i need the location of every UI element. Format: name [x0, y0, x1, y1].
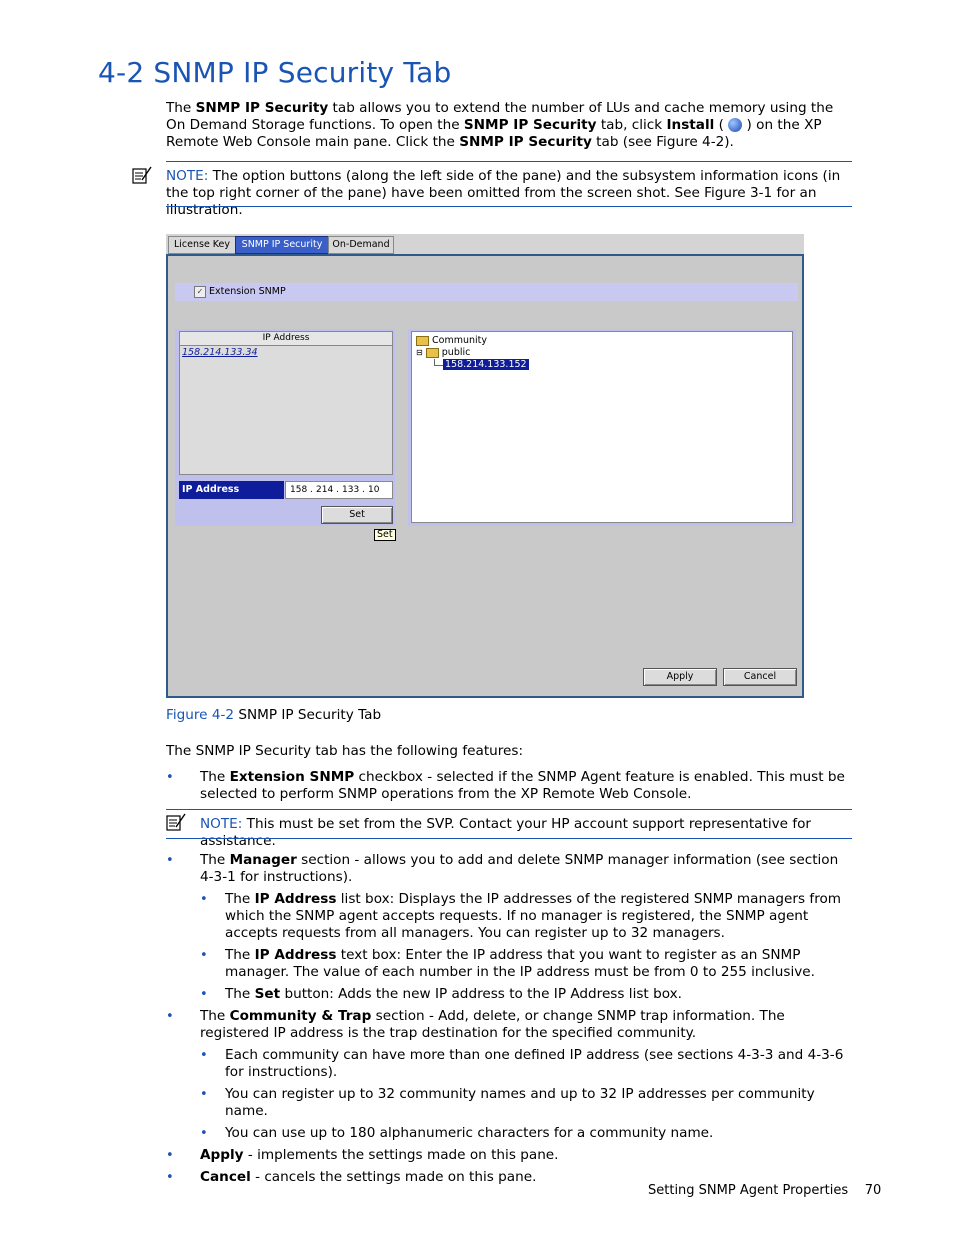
note-2: NOTE: This must be set from the SVP. Contact your HP account support representative for assistance. — [200, 816, 812, 849]
bullet-manager: • The Manager section - allows you to add and delete SNMP manager information (see section 4-3-1 for instructions). • The IP Address list box: Displays the IP addresses of the registered SNMP managers from which the SNMP agent accepts requests. If no manager is registered, the SNMP agent accepts requests from all managers. You can register up to 32 managers. • The IP Address text box: Enter the IP address that you want to register as an SNMP manager. The value of each number in the IP address must be from 0 to 255 inclusive. • The Set button: Adds the new IP address to the IP Address list box. — [166, 852, 852, 1003]
ip-list-item[interactable]: 158.214.133.34 — [182, 347, 258, 358]
note-1: NOTE: The option buttons (along the left side of the pane) and the subsystem information icons (in the top right corner of the pane) have been omitted from the screen shot. See Figure 3-1 for an illustration. — [166, 168, 841, 218]
ip-list-header: IP Address — [180, 332, 392, 346]
extension-snmp-row — [175, 283, 798, 301]
features-list-1 — [166, 769, 852, 808]
extension-snmp-checkbox[interactable]: ✓ — [194, 286, 206, 298]
community-tree[interactable] — [411, 331, 793, 523]
note2-top-rule — [166, 809, 852, 810]
bullet-community-trap: • The Community & Trap section - Add, delete, or change SNMP trap information. The registered IP address is the trap destination for the specified community. • Each community can have more than one defined IP address (see sections 4-3-3 and 4-3-6 for instructions). • You can register up to 32 community names and up to 32 IP addresses per community name. • You can use up to 180 alphanumeric characters for a community name. — [166, 1008, 852, 1142]
tree-root[interactable]: Community — [416, 335, 487, 346]
tab-snmp-ip-security[interactable]: SNMP IP Security — [235, 236, 329, 254]
figure-caption: Figure 4-2 SNMP IP Security Tab — [166, 707, 382, 723]
tab-bar — [166, 234, 804, 254]
manager-sublist — [200, 891, 852, 1003]
note-icon — [132, 166, 152, 184]
bullet-cancel: • Cancel - cancels the settings made on this pane. — [166, 1169, 852, 1186]
sub-ip-listbox: • The IP Address list box: Displays the IP addresses of the registered SNMP managers from which the SNMP agent accepts requests. If no manager is registered, the SNMP agent accepts requests from all managers. You can register up to 32 managers. — [200, 891, 852, 942]
set-button[interactable]: Set — [321, 506, 393, 524]
page-title: 4-2 SNMP IP Security Tab — [98, 56, 452, 89]
snmp-ip-security-screenshot — [166, 234, 804, 698]
extension-snmp-label: Extension SNMP — [209, 286, 286, 297]
sub-community-2: • You can register up to 32 community names and up to 32 IP addresses per community name. — [200, 1086, 852, 1120]
note2-bottom-rule — [166, 838, 852, 839]
manager-section — [175, 329, 395, 526]
tab-on-demand[interactable]: On-Demand — [328, 236, 394, 254]
sub-community-3: • You can use up to 180 alphanumeric characters for a community name. — [200, 1125, 852, 1142]
community-trap-section — [408, 329, 796, 526]
tab-license-key[interactable]: License Key — [168, 236, 236, 254]
footer-section: Setting SNMP Agent Properties — [648, 1183, 849, 1198]
tree-trap-ip[interactable]: 158.214.133.152 — [434, 359, 529, 370]
install-icon — [728, 118, 742, 132]
tab-content — [166, 254, 804, 698]
set-tooltip: Set — [374, 529, 396, 541]
bullet-extension-snmp: • The Extension SNMP checkbox - selected if the SNMP Agent feature is enabled. This must be selected to perform SNMP operations from the XP Remote Web Console. — [166, 769, 852, 803]
tree-community-public[interactable]: ⊟ public — [416, 347, 471, 358]
ip-list-body — [180, 346, 392, 474]
folder-icon — [426, 348, 439, 358]
page-number: 70 — [864, 1183, 882, 1198]
note-bottom-rule — [166, 206, 852, 207]
folder-icon — [416, 336, 429, 346]
features-list-2 — [166, 852, 852, 1191]
note-icon — [166, 813, 186, 831]
note-top-rule — [166, 161, 852, 162]
ip-address-input[interactable]: 158 . 214 . 133 . 10 — [285, 481, 393, 499]
apply-button[interactable]: Apply — [643, 668, 717, 686]
intro-paragraph: The SNMP IP Security tab allows you to extend the number of LUs and cache memory using the On Demand Storage functions. To open the SNMP IP Security tab, click Install ( ) on the XP Remote Web Console main pane. Click the SNMP IP Security tab (see Figure 4-2). — [166, 100, 834, 150]
sub-ip-textbox: • The IP Address text box: Enter the IP address that you want to register as an SNMP manager. The value of each number in the IP address must be from 0 to 255 inclusive. — [200, 947, 852, 981]
cancel-button[interactable]: Cancel — [723, 668, 797, 686]
sub-community-1: • Each community can have more than one defined IP address (see sections 4-3-3 and 4-3-6 for instructions). — [200, 1047, 852, 1081]
sub-set-button: • The Set button: Adds the new IP address to the IP Address list box. — [200, 986, 852, 1003]
ip-address-listbox[interactable] — [179, 331, 393, 475]
ip-address-label: IP Address — [179, 481, 284, 499]
community-sublist — [200, 1047, 852, 1142]
features-intro: The SNMP IP Security tab has the following features: — [166, 743, 524, 759]
page-footer — [648, 1183, 881, 1198]
bullet-apply: • Apply - implements the settings made on this pane. — [166, 1147, 852, 1164]
